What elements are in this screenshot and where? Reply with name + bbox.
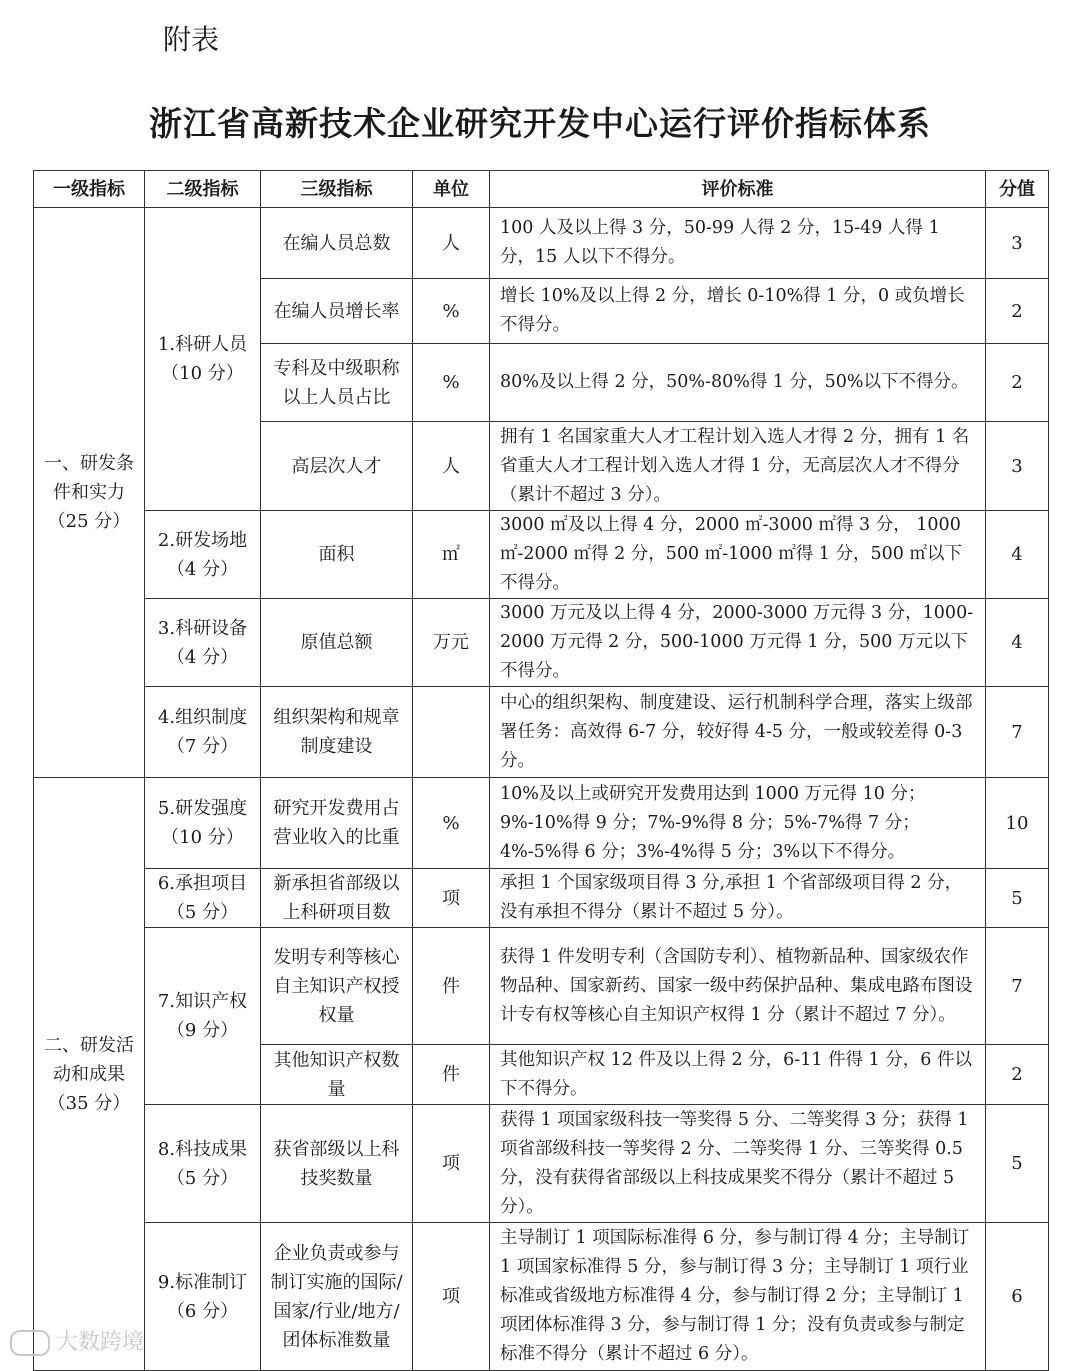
level2-cell: 5.研发强度 （10 分） <box>145 778 261 869</box>
column-header: 评价标准 <box>490 171 986 208</box>
score-cell: 7 <box>986 687 1049 778</box>
score-cell: 10 <box>986 778 1049 869</box>
level3-cell: 组织架构和规章制度建设 <box>261 687 413 778</box>
criteria-cell: 拥有 1 名国家重大人才工程计划入选人才得 2 分，拥有 1 名省重大人才工程计划入选人才得 1 分，无高层次人才不得分（累计不超过 3 分）。 <box>490 422 986 511</box>
level2-cell: 2.研发场地 （4 分） <box>145 511 261 599</box>
watermark-logo-icon <box>10 1330 50 1356</box>
level1-cell: 二、研发活 动和成果 （35 分） <box>34 778 145 1371</box>
criteria-cell: 80%及以上得 2 分，50%-80%得 1 分，50%以下不得分。 <box>490 344 986 422</box>
level2-cell: 3.科研设备 （4 分） <box>145 599 261 687</box>
level3-cell: 获省部级以上科技奖数量 <box>261 1105 413 1223</box>
page-title: 浙江省高新技术企业研究开发中心运行评价指标体系 <box>149 104 931 143</box>
column-header: 一级指标 <box>34 171 145 208</box>
level2-cell: 7.知识产权 （9 分） <box>145 928 261 1105</box>
evaluation-table <box>33 170 1049 1371</box>
unit-cell: ㎡ <box>413 511 490 599</box>
unit-cell: 人 <box>413 208 490 279</box>
criteria-cell: 其他知识产权 12 件及以上得 2 分，6-11 件得 1 分，6 件以下不得分。 <box>490 1045 986 1105</box>
watermark-text: 大数跨境 <box>56 1330 145 1355</box>
score-cell: 4 <box>986 599 1049 687</box>
unit-cell: 件 <box>413 1045 490 1105</box>
score-cell: 4 <box>986 511 1049 599</box>
table-row <box>34 599 1049 687</box>
level2-cell: 8.科技成果 （5 分） <box>145 1105 261 1223</box>
criteria-cell: 10%及以上或研究开发费用达到 1000 万元得 10 分；9%-10%得 9 分；7%-9%得 8 分；5%-7%得 7 分；4%-5%得 6 分；3%-4%得 5 分；3%以下不得分。 <box>490 778 986 869</box>
table-row <box>34 1223 1049 1371</box>
criteria-cell: 3000 万元及以上得 4 分，2000-3000 万元得 3 分，1000-2000 万元得 2 分，500-1000 万元得 1 分，500 万元以下不得分。 <box>490 599 986 687</box>
table-row <box>34 928 1049 1045</box>
level2-cell: 1.科研人员 （10 分） <box>145 208 261 511</box>
score-cell: 2 <box>986 344 1049 422</box>
score-cell: 2 <box>986 1045 1049 1105</box>
level3-cell: 新承担省部级以上科研项目数 <box>261 869 413 928</box>
criteria-cell: 获得 1 件发明专利（含国防专利）、植物新品种、国家级农作物品种、国家新药、国家一级中药保护品种、集成电路布图设计专有权等核心自主知识产权得 1 分（累计不超过 7 分）。 <box>490 928 986 1045</box>
criteria-cell: 获得 1 项国家级科技一等奖得 5 分、二等奖得 3 分；获得 1 项省部级科技一等奖得 2 分、二等奖得 1 分、三等奖得 0.5 分，没有获得省部级以上科技成果奖不得分（累计不超过 5 分）。 <box>490 1105 986 1223</box>
unit-cell: % <box>413 778 490 869</box>
table-row <box>34 1105 1049 1223</box>
level3-cell: 原值总额 <box>261 599 413 687</box>
unit-cell: 项 <box>413 869 490 928</box>
unit-cell: 项 <box>413 1105 490 1223</box>
column-header: 三级指标 <box>261 171 413 208</box>
table-row <box>34 687 1049 778</box>
unit-cell: 项 <box>413 1223 490 1371</box>
column-header: 二级指标 <box>145 171 261 208</box>
table-row <box>34 869 1049 928</box>
table-row <box>34 778 1049 869</box>
score-cell: 6 <box>986 1223 1049 1371</box>
score-cell: 7 <box>986 928 1049 1045</box>
criteria-cell: 100 人及以上得 3 分，50-99 人得 2 分，15-49 人得 1 分，15 人以下不得分。 <box>490 208 986 279</box>
level3-cell: 面积 <box>261 511 413 599</box>
score-cell: 3 <box>986 208 1049 279</box>
level3-cell: 在编人员总数 <box>261 208 413 279</box>
table-header-row <box>34 171 1049 208</box>
criteria-cell: 主导制订 1 项国际标准得 6 分，参与制订得 4 分；主导制订 1 项国家标准得 5 分，参与制订得 3 分；主导制订 1 项行业标准或省级地方标准得 4 分，参与制订得 2 分；主导制订 1 项团体标准得 3 分，参与制订得 1 分；没有负责或参与制定标准不得分（累计不超过 6 分）。 <box>490 1223 986 1371</box>
criteria-cell: 3000 ㎡及以上得 4 分，2000 ㎡-3000 ㎡得 3 分， 1000 ㎡-2000 ㎡得 2 分，500 ㎡-1000 ㎡得 1 分，500 ㎡以下不得分。 <box>490 511 986 599</box>
unit-cell: 人 <box>413 422 490 511</box>
unit-cell: % <box>413 279 490 344</box>
level1-cell: 一、研发条 件和实力 （25 分） <box>34 208 145 778</box>
criteria-cell: 增长 10%及以上得 2 分，增长 0-10%得 1 分，0 或负增长不得分。 <box>490 279 986 344</box>
score-cell: 2 <box>986 279 1049 344</box>
score-cell: 5 <box>986 1105 1049 1223</box>
level3-cell: 企业负责或参与制订实施的国际/国家/行业/地方/团体标准数量 <box>261 1223 413 1371</box>
level3-cell: 专科及中级职称以上人员占比 <box>261 344 413 422</box>
unit-cell <box>413 687 490 778</box>
level2-cell: 4.组织制度 （7 分） <box>145 687 261 778</box>
criteria-cell: 中心的组织架构、制度建设、运行机制科学合理，落实上级部署任务：高效得 6-7 分，较好得 4-5 分，一般或较差得 0-3 分。 <box>490 687 986 778</box>
level2-cell: 6.承担项目 （5 分） <box>145 869 261 928</box>
table-row <box>34 208 1049 279</box>
column-header: 单位 <box>413 171 490 208</box>
level3-cell: 发明专利等核心自主知识产权授权量 <box>261 928 413 1045</box>
column-header: 分值 <box>986 171 1049 208</box>
unit-cell: % <box>413 344 490 422</box>
unit-cell: 万元 <box>413 599 490 687</box>
level3-cell: 其他知识产权数量 <box>261 1045 413 1105</box>
criteria-cell: 承担 1 个国家级项目得 3 分,承担 1 个省部级项目得 2 分，没有承担不得分（累计不超过 5 分）。 <box>490 869 986 928</box>
level3-cell: 在编人员增长率 <box>261 279 413 344</box>
level2-cell: 9.标准制订 （6 分） <box>145 1223 261 1371</box>
table-row <box>34 511 1049 599</box>
watermark <box>10 1325 144 1356</box>
level3-cell: 高层次人才 <box>261 422 413 511</box>
attachment-label: 附表 <box>163 23 220 56</box>
level3-cell: 研究开发费用占营业收入的比重 <box>261 778 413 869</box>
score-cell: 5 <box>986 869 1049 928</box>
score-cell: 3 <box>986 422 1049 511</box>
unit-cell: 件 <box>413 928 490 1045</box>
